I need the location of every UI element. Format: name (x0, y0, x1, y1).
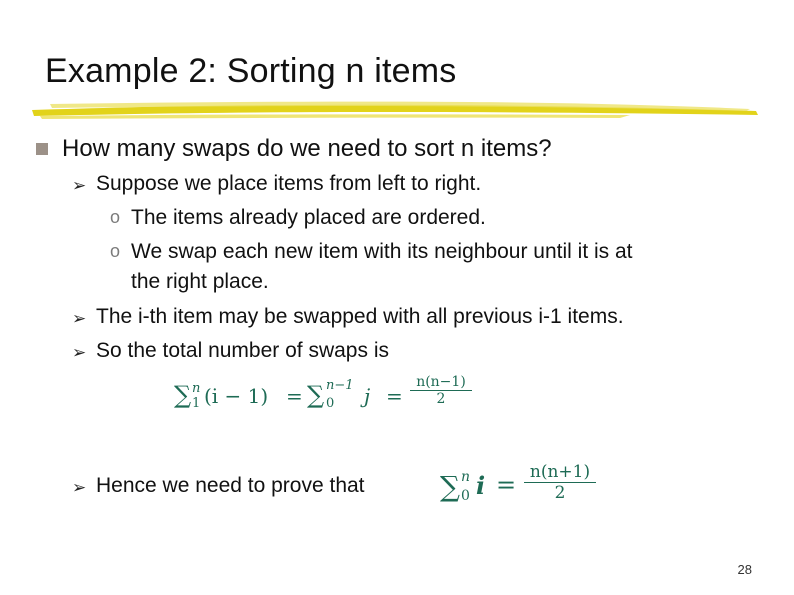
equals-sign: = (286, 384, 303, 408)
sum-lower-limit: 0 (461, 488, 470, 504)
sum-lower-limit: 1 (192, 396, 201, 411)
fraction (524, 462, 596, 503)
slide-title: Example 2: Sorting n items (45, 52, 457, 90)
sum-lower-limit: 0 (326, 396, 335, 411)
fraction-numerator: n(n−1) (416, 374, 466, 390)
point-total-swaps: So the total number of swaps is (96, 339, 389, 362)
fraction-denominator: 2 (436, 391, 446, 407)
arrow-bullet-icon: ➢ (72, 343, 87, 362)
point-place-items: Suppose we place items from left to right. (96, 172, 482, 195)
sum-body: (i − 1) (204, 384, 269, 408)
title-underline-decoration (30, 100, 760, 130)
fraction (410, 374, 472, 407)
sum-body: j (364, 384, 371, 408)
circle-bullet-icon: o (110, 241, 121, 261)
sum-upper-limit: n (461, 469, 471, 485)
point-ith-item: The i-th item may be swapped with all previous i-1 items. (96, 305, 624, 328)
sigma-symbol: ∑ (307, 381, 325, 409)
equals-sign: = (496, 471, 517, 499)
sigma-symbol: ∑ (440, 470, 460, 503)
fraction-numerator: n(n+1) (529, 462, 591, 482)
arrow-bullet-icon: ➢ (72, 309, 87, 328)
sub-point-swap-cont: the right place. (131, 270, 269, 293)
square-bullet-icon (36, 143, 48, 155)
sub-point-ordered: The items already placed are ordered. (131, 206, 486, 229)
sum-upper-limit: n−1 (326, 378, 354, 393)
sum-body: i (476, 471, 486, 500)
point-prove: Hence we need to prove that (96, 474, 365, 497)
equals-sign: = (386, 384, 403, 408)
sigma-symbol: ∑ (174, 381, 192, 409)
fraction-denominator: 2 (554, 483, 566, 503)
question-text: How many swaps do we need to sort n items? (62, 135, 552, 162)
arrow-bullet-icon: ➢ (72, 176, 87, 195)
sub-point-swap: We swap each new item with its neighbour until it is at (131, 240, 633, 263)
page-number: 28 (737, 562, 752, 577)
arrow-bullet-icon: ➢ (72, 478, 87, 497)
sum-upper-limit: n (192, 381, 201, 396)
circle-bullet-icon: o (110, 207, 121, 227)
